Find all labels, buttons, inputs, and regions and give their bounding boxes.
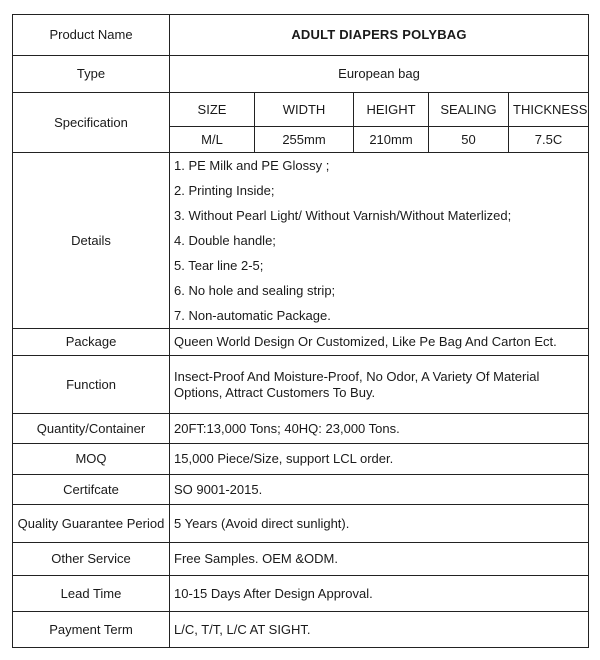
moq-value: 15,000 Piece/Size, support LCL order. [170,444,589,475]
row-type [13,56,589,93]
details-item: 6. No hole and sealing strip; [174,283,336,298]
details-item: 4. Double handle; [174,233,276,248]
spec-header-thickness: THICKNESS [509,93,589,127]
quality-guarantee-value: 5 Years (Avoid direct sunlight). [170,505,589,543]
product-name-label: Product Name [13,15,170,56]
details-label: Details [13,153,170,329]
details-item: 7. Non-automatic Package. [174,308,331,323]
spec-value-thickness: 7.5C [509,127,589,153]
type-label: Type [13,56,170,93]
other-service-value: Free Samples. OEM &ODM. [170,543,589,576]
lead-time-label: Lead Time [13,576,170,612]
row-quality-guarantee [13,505,589,543]
spec-value-width: 255mm [255,127,354,153]
quantity-container-label: Quantity/Container [13,414,170,444]
details-list [170,153,589,329]
details-item: 5. Tear line 2-5; [174,258,264,273]
row-lead-time [13,576,589,612]
package-value: Queen World Design Or Customized, Like Pe Bag And Carton Ect. [170,329,589,356]
other-service-label: Other Service [13,543,170,576]
row-package [13,329,589,356]
row-function [13,356,589,414]
payment-term-label: Payment Term [13,612,170,648]
payment-term-value: L/C, T/T, L/C AT SIGHT. [170,612,589,648]
row-moq [13,444,589,475]
type-value: European bag [170,56,589,93]
certificate-value: SO 9001-2015. [170,475,589,505]
product-spec-table [12,14,589,648]
row-specification-headers [13,93,589,127]
row-details [13,153,589,329]
specification-label: Specification [13,93,170,153]
spec-header-size: SIZE [170,93,255,127]
quantity-container-value: 20FT:13,000 Tons; 40HQ: 23,000 Tons. [170,414,589,444]
spec-header-height: HEIGHT [354,93,429,127]
row-certificate [13,475,589,505]
details-item: 2. Printing Inside; [174,183,275,198]
row-other-service [13,543,589,576]
lead-time-value: 10-15 Days After Design Approval. [170,576,589,612]
details-item: 1. PE Milk and PE Glossy ; [174,158,330,173]
row-quantity-container [13,414,589,444]
details-item: 3. Without Pearl Light/ Without Varnish/Without Materlized; [174,208,512,223]
certificate-label: Certifcate [13,475,170,505]
row-payment-term [13,612,589,648]
product-name-value: ADULT DIAPERS POLYBAG [170,15,589,56]
package-label: Package [13,329,170,356]
quality-guarantee-label: Quality Guarantee Period [13,505,170,543]
spec-header-width: WIDTH [255,93,354,127]
spec-value-height: 210mm [354,127,429,153]
spec-value-sealing: 50 [429,127,509,153]
spec-header-sealing: SEALING [429,93,509,127]
function-label: Function [13,356,170,414]
function-value: Insect-Proof And Moisture-Proof, No Odor, A Variety Of Material Options, Attract Customers To Buy. [170,356,589,414]
moq-label: MOQ [13,444,170,475]
row-product-name [13,15,589,56]
spec-value-size: M/L [170,127,255,153]
